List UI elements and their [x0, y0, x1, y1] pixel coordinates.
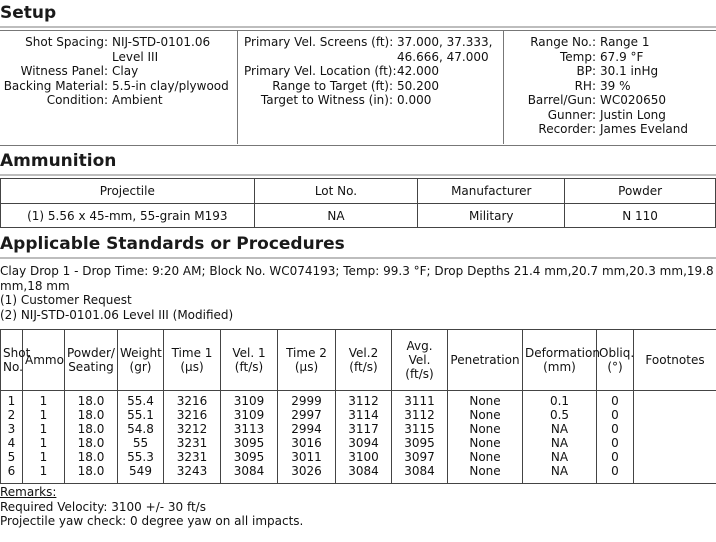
table-row: [1, 436, 716, 450]
table-cell: 3095: [221, 450, 278, 464]
table-cell: [1, 478, 23, 484]
table-cell: 0: [597, 450, 634, 464]
table-cell: 0: [597, 391, 634, 409]
ammunition-manufacturer: Military: [418, 204, 565, 228]
table-cell: 3231: [164, 450, 221, 464]
table-cell: 3114: [336, 408, 392, 422]
shot-table-header-cell: [118, 330, 164, 391]
table-cell: 3112: [392, 408, 448, 422]
ammunition-header-projectile: Projectile: [1, 179, 255, 204]
table-row: [1, 450, 716, 464]
table-cell: NA: [523, 464, 597, 478]
shot-table-header-cell: [1, 330, 31, 391]
ammunition-table: [0, 178, 716, 228]
remarks-line: Required Velocity: 3100 +/- 30 ft/s: [0, 499, 206, 514]
table-cell: 18.0: [65, 450, 118, 464]
table-cell: 3115: [392, 422, 448, 436]
table-cell: 3109: [221, 408, 278, 422]
shot-table-header-text: (ft/s): [234, 360, 264, 374]
table-cell: 18.0: [65, 464, 118, 478]
table-cell: 3084: [336, 464, 392, 478]
setup-label: Primary Vel. Location (ft):: [244, 64, 397, 78]
ammunition-header-row: [1, 179, 716, 204]
shot-table-header-text: Seating: [68, 360, 114, 374]
standards-line: Clay Drop 1 - Drop Time: 9:20 AM; Block No. WC074193; Temp: 99.3 °F; Drop Depths 21.4 mm,20.7 mm,20.3 mm,19.8: [0, 264, 714, 278]
setup-row: [244, 35, 492, 50]
remarks-title: Remarks:: [0, 485, 57, 499]
table-cell: NA: [523, 422, 597, 436]
setup-label: Witness Panel:: [20, 64, 108, 78]
table-cell: [278, 478, 336, 484]
shot-table-header-cell: [634, 330, 716, 391]
table-cell: None: [448, 391, 523, 409]
ammunition-projectile: (1) 5.56 x 45-mm, 55-grain M193: [1, 204, 255, 228]
setup-row: [524, 50, 688, 65]
table-row: [1, 464, 716, 478]
table-cell: NA: [523, 450, 597, 464]
table-cell: [634, 478, 716, 484]
ammunition-header-powder: Powder: [565, 179, 716, 204]
table-cell: None: [448, 436, 523, 450]
table-cell: 3112: [336, 391, 392, 409]
table-row-spacer: [1, 478, 716, 484]
shot-table-header-cell: [448, 330, 523, 391]
shot-table-header-cell: [23, 330, 65, 391]
table-cell: 0.1: [523, 391, 597, 409]
setup-label: BP:: [576, 64, 596, 78]
table-cell: 3011: [278, 450, 336, 464]
setup-value: James Eveland: [600, 122, 689, 136]
setup-row: [244, 50, 492, 65]
ammunition-divider: [0, 174, 716, 176]
table-cell: 3016: [278, 436, 336, 450]
setup-divider: [0, 26, 716, 28]
table-cell: 0: [597, 408, 634, 422]
setup-column-2: [244, 35, 492, 108]
table-cell: 3100: [336, 450, 392, 464]
table-cell: 1: [23, 422, 65, 436]
setup-label: Gunner:: [547, 107, 596, 122]
table-cell: 0.5: [523, 408, 597, 422]
shot-table-header-text: Time 2: [286, 346, 327, 360]
table-cell: 55.4: [118, 391, 164, 409]
shot-table-header-cell: [523, 330, 600, 391]
table-cell: 1: [23, 436, 65, 450]
setup-row: [0, 93, 229, 108]
setup-value: 46.666, 47.000: [397, 49, 489, 64]
ammunition-row: [1, 204, 716, 228]
setup-label: Recorder:: [538, 122, 596, 136]
setup-value: 37.000, 37.333,: [397, 35, 493, 49]
setup-row: [524, 93, 688, 108]
setup-row: [244, 93, 492, 108]
remarks: [0, 485, 303, 529]
table-cell: 0: [597, 464, 634, 478]
shot-table-header-text: Powder/: [67, 346, 115, 360]
table-cell: 55.3: [118, 450, 164, 464]
table-cell: [523, 478, 597, 484]
ammunition-header-manufacturer: Manufacturer: [418, 179, 565, 204]
table-cell: 2997: [278, 408, 336, 422]
table-row: [1, 391, 716, 409]
table-cell: 3243: [164, 464, 221, 478]
shot-table-header-text: Shot: [3, 346, 31, 360]
shot-table-header-cell: [336, 330, 392, 391]
table-cell: 1: [23, 450, 65, 464]
setup-col-divider-1: [237, 30, 238, 144]
table-cell: 3: [1, 422, 23, 436]
setup-label: Shot Spacing:: [25, 35, 108, 49]
ammunition-powder: N 110: [565, 204, 716, 228]
shot-table-header-cell: [597, 330, 634, 391]
table-cell: 0: [597, 436, 634, 450]
table-cell: 3084: [221, 464, 278, 478]
table-cell: 18.0: [65, 391, 118, 409]
table-cell: [634, 436, 716, 450]
setup-row: [0, 79, 229, 94]
setup-label: Target to Witness (in):: [260, 93, 393, 107]
shot-table-header-cell: [221, 330, 278, 391]
setup-label: Range No.:: [530, 35, 596, 49]
standards-line: (2) NIJ-STD-0101.06 Level III (Modified): [0, 307, 234, 322]
standards-line: (1) Customer Request: [0, 293, 132, 307]
setup-label: [0, 50, 112, 65]
setup-row: [524, 108, 688, 123]
setup-label: Condition:: [46, 93, 108, 107]
shot-table-header-text: (µs): [180, 360, 204, 374]
ammunition-lot: NA: [254, 204, 418, 228]
table-cell: [23, 478, 65, 484]
ammunition-title: Ammunition: [0, 151, 117, 171]
table-cell: NA: [523, 436, 597, 450]
setup-value: 5.5-in clay/plywood: [112, 78, 229, 93]
setup-label: Barrel/Gun:: [527, 93, 596, 107]
table-cell: [634, 408, 716, 422]
table-cell: 55.1: [118, 408, 164, 422]
standards-text: [0, 264, 714, 322]
setup-column-3: [524, 35, 688, 137]
shot-table-header-text: Ammo: [25, 353, 64, 367]
shot-table-header-text: (ft/s): [405, 367, 434, 381]
table-cell: 3094: [336, 436, 392, 450]
setup-row: [0, 35, 229, 50]
table-cell: 4: [1, 436, 23, 450]
shot-table-header-text: (gr): [129, 360, 152, 374]
table-cell: 5: [1, 450, 23, 464]
table-cell: 549: [118, 464, 164, 478]
setup-value: NIJ-STD-0101.06: [112, 35, 211, 49]
shot-table-header-cell: [392, 330, 448, 391]
setup-label: Backing Material:: [3, 78, 108, 93]
shot-table-header-text: Avg.: [406, 339, 433, 353]
setup-value: Justin Long: [600, 107, 666, 122]
setup-label: Temp:: [559, 49, 596, 64]
table-cell: 3097: [392, 450, 448, 464]
setup-value: Clay: [112, 64, 139, 78]
table-cell: None: [448, 422, 523, 436]
table-cell: 18.0: [65, 408, 118, 422]
setup-row: [524, 64, 688, 79]
setup-row: [0, 64, 229, 79]
table-cell: 3111: [392, 391, 448, 409]
table-cell: 3095: [392, 436, 448, 450]
table-cell: 0: [597, 422, 634, 436]
table-cell: 55: [118, 436, 164, 450]
table-cell: 3113: [221, 422, 278, 436]
table-cell: 18.0: [65, 436, 118, 450]
setup-label: [244, 50, 397, 65]
setup-row: [524, 79, 688, 94]
shot-table-header-cell: [65, 330, 118, 391]
table-cell: 2994: [278, 422, 336, 436]
shot-table-header-text: Vel.: [408, 353, 431, 367]
table-cell: [221, 478, 278, 484]
table-cell: 3216: [164, 408, 221, 422]
table-cell: [392, 478, 448, 484]
shot-table-header-text: Vel.2: [348, 346, 379, 360]
setup-row: [524, 122, 688, 137]
table-cell: None: [448, 450, 523, 464]
setup-label: RH:: [574, 78, 596, 93]
standards-line: mm,18 mm: [0, 278, 70, 293]
shot-table-header-text: Obliq.: [599, 346, 635, 360]
table-cell: 3084: [392, 464, 448, 478]
table-cell: [634, 391, 716, 409]
shot-table-header-cell: [278, 330, 336, 391]
shot-table-header-text: (°): [607, 360, 623, 374]
setup-label: Primary Vel. Screens (ft):: [244, 35, 394, 49]
table-cell: 6: [1, 464, 23, 478]
shot-table-header-text: (µs): [294, 360, 319, 374]
shot-table-header-text: (ft/s): [349, 360, 378, 374]
shot-table-header-text: Footnotes: [645, 353, 705, 367]
setup-title: Setup: [0, 3, 57, 23]
setup-row: [524, 35, 688, 50]
table-cell: 1: [23, 391, 65, 409]
shot-table-header-text: (mm): [543, 360, 576, 374]
table-cell: 3026: [278, 464, 336, 478]
shot-table-header-text: Time 1: [171, 346, 213, 360]
standards-title: Applicable Standards or Procedures: [0, 234, 345, 254]
setup-value: 42.000: [397, 64, 439, 78]
setup-value: Ambient: [112, 93, 163, 107]
table-cell: [118, 478, 164, 484]
table-row: [1, 422, 716, 436]
table-cell: 54.8: [118, 422, 164, 436]
table-cell: 18.0: [65, 422, 118, 436]
shot-table-header-text: Penetration: [450, 353, 520, 367]
setup-value: Level III: [112, 49, 159, 64]
table-cell: [164, 478, 221, 484]
table-cell: [634, 422, 716, 436]
shot-table-header-text: No.: [3, 360, 23, 374]
shot-table-header: [1, 330, 716, 391]
shot-table-header-text: Vel. 1: [232, 346, 266, 360]
table-cell: 2: [1, 408, 23, 422]
setup-value: 39 %: [600, 78, 631, 93]
remarks-line: Projectile yaw check: 0 degree yaw on all impacts.: [0, 514, 304, 528]
setup-value: 0.000: [397, 93, 432, 107]
shot-table: [0, 329, 716, 484]
shot-table-header-cell: [164, 330, 221, 391]
setup-value: 50.200: [397, 78, 439, 93]
standards-divider: [0, 257, 716, 259]
shot-table-header-text: Deformation: [525, 346, 600, 360]
ammunition-header-lot: Lot No.: [254, 179, 418, 204]
table-cell: 3212: [164, 422, 221, 436]
table-cell: [65, 478, 118, 484]
table-cell: [634, 464, 716, 478]
setup-label: Range to Target (ft):: [272, 78, 393, 93]
setup-value: 30.1 inHg: [600, 64, 659, 78]
table-cell: 2999: [278, 391, 336, 409]
table-cell: 3231: [164, 436, 221, 450]
table-row: [1, 408, 716, 422]
table-cell: [336, 478, 392, 484]
setup-value: 67.9 °F: [600, 49, 644, 64]
setup-value: WC020650: [600, 93, 667, 107]
table-cell: [597, 478, 634, 484]
table-cell: 3109: [221, 391, 278, 409]
setup-column-1: [0, 35, 229, 108]
table-cell: 1: [23, 408, 65, 422]
table-cell: 3117: [336, 422, 392, 436]
setup-value: Range 1: [600, 35, 650, 49]
setup-row: [0, 50, 229, 65]
shot-table-header-text: Weight: [120, 346, 162, 360]
table-cell: [448, 478, 523, 484]
table-cell: 1: [23, 464, 65, 478]
table-cell: 3216: [164, 391, 221, 409]
table-cell: None: [448, 408, 523, 422]
table-cell: 1: [1, 391, 23, 409]
setup-row: [244, 64, 492, 79]
setup-row: [244, 79, 492, 94]
table-cell: None: [448, 464, 523, 478]
table-cell: 3095: [221, 436, 278, 450]
table-cell: [634, 450, 716, 464]
setup-col-divider-2: [503, 30, 504, 144]
